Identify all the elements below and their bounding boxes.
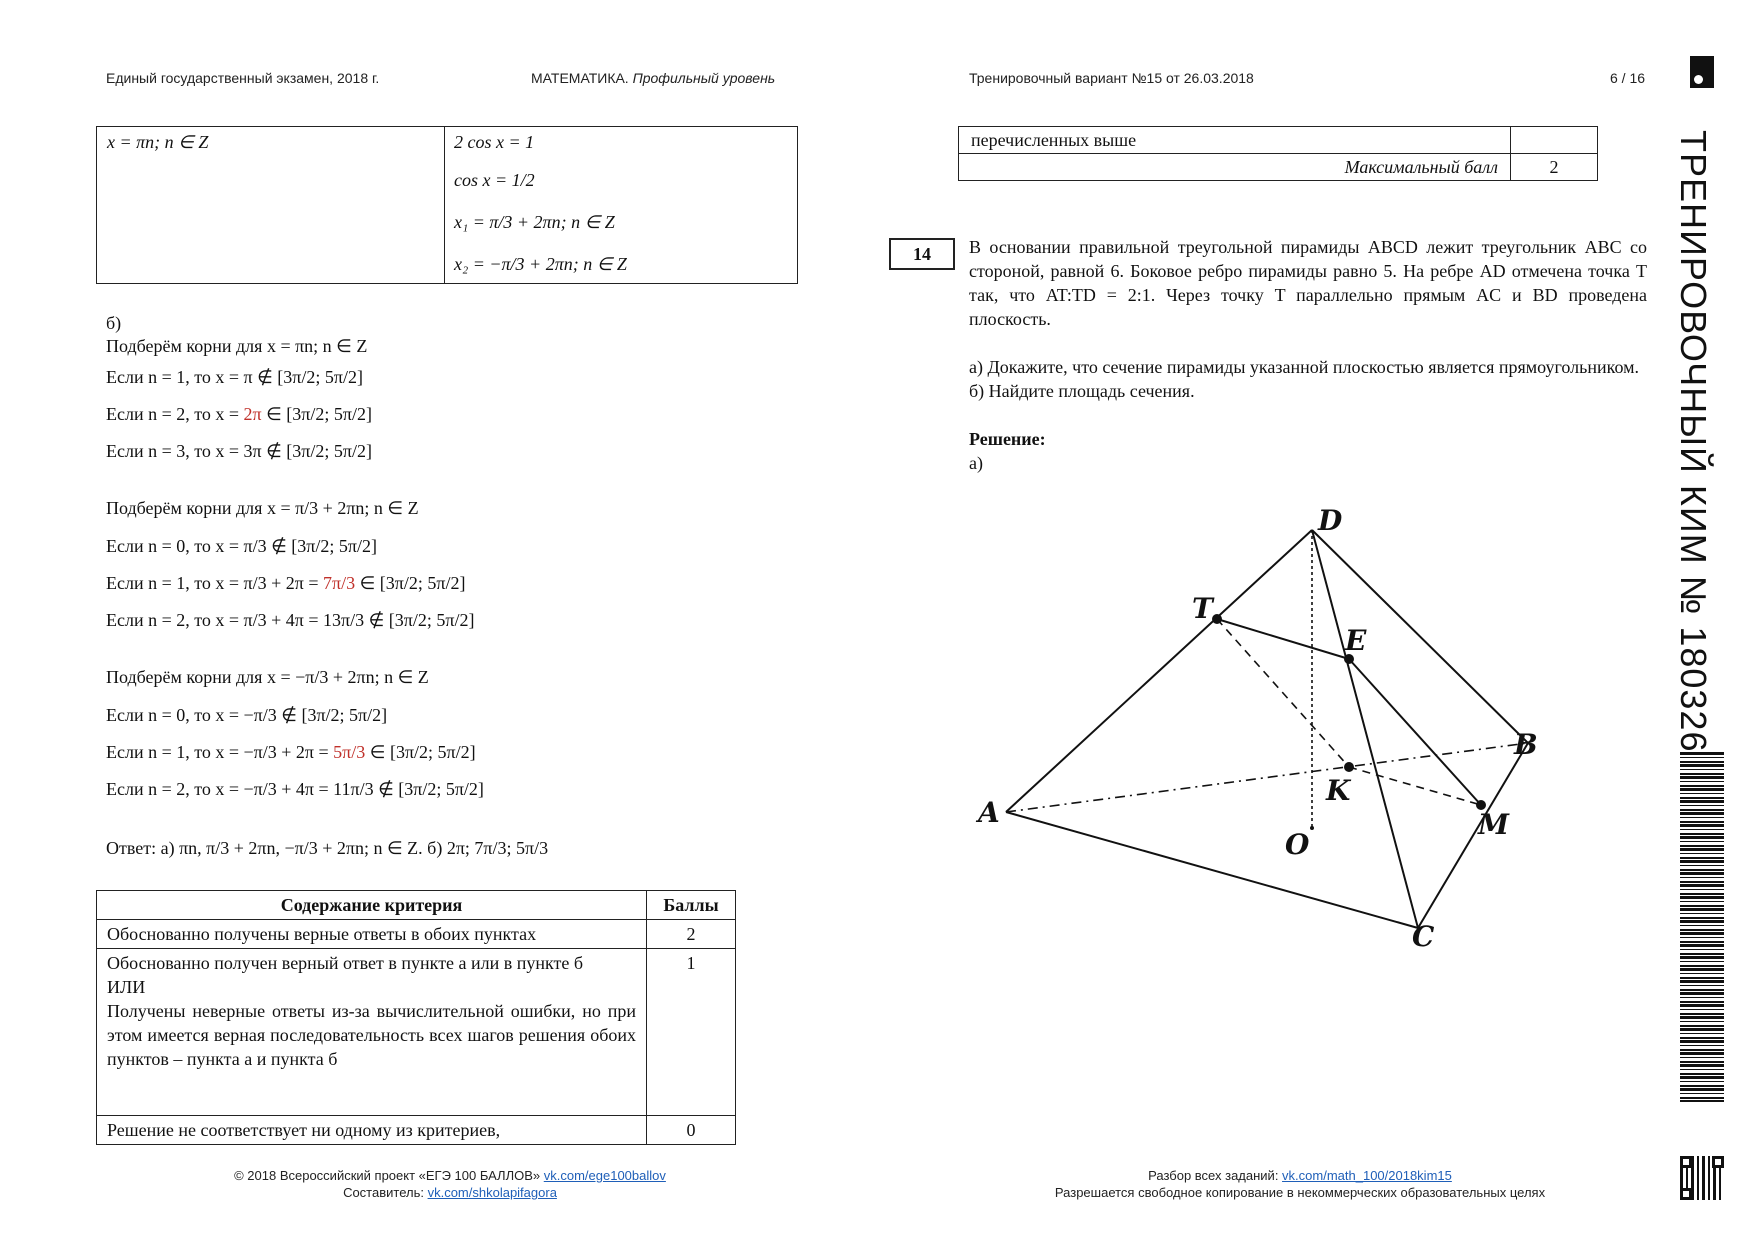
label-K: K [1326, 774, 1351, 807]
criteria-table [96, 890, 736, 1145]
case-c2-post: ∈ [3π/2; 5π/2] [365, 742, 476, 762]
header-subject [531, 70, 775, 86]
task-statement: В основании правильной треугольной пирамиды ABCD лежит треугольник ABC со стороной, равной 6. Боковое ребро пирамиды равно 5. На ребре AD отмечена точка T так, что AT:TD = 2:1. Через точку T параллельно прямым AC и BD проведена плоскость. [969, 237, 1647, 329]
criteria-continuation: перечисленных выше [959, 127, 1511, 154]
case-a1: Если n = 1, то x = π ∉ [3π/2; 5π/2] [106, 367, 363, 387]
point-K [1344, 762, 1354, 772]
solution-heading: Решение: [969, 429, 1046, 449]
pyramid-figure [960, 500, 1580, 960]
case-b2-post: ∈ [3π/2; 5π/2] [355, 573, 466, 593]
header-subject-level: Профильный уровень [632, 70, 776, 86]
label-E: E [1345, 624, 1367, 657]
criteria-continuation-score [1511, 127, 1598, 154]
eq-row-2: cos x = 1/2 [454, 170, 535, 190]
solution-part-a: а) [969, 453, 983, 473]
label-D: D [1318, 504, 1343, 537]
footer-copyright: © 2018 Всероссийский проект «ЕГЭ 100 БАЛЛОВ» [234, 1168, 544, 1183]
selection-heading-2: Подберём корни для x = π/3 + 2πn; n ∈ Z [106, 498, 419, 518]
criteria-score-1: 2 [647, 920, 736, 949]
footer-license: Разрешается свободное копирование в некоммерческих образовательных целях [1054, 1185, 1546, 1200]
criteria-row-2-or: ИЛИ [107, 977, 146, 997]
case-a2-root: 2π [243, 404, 262, 424]
case-b1: Если n = 0, то x = π/3 ∉ [3π/2; 5π/2] [106, 536, 377, 556]
footer-link-project[interactable]: vk.com/ege100ballov [543, 1168, 666, 1183]
equation-table [96, 126, 798, 284]
qr-code-icon [1680, 1156, 1724, 1200]
point-T [1212, 614, 1222, 624]
case-a2 [106, 403, 372, 425]
task-text-block [969, 235, 1647, 475]
footer-author-label: Составитель: [343, 1185, 428, 1200]
edge-DC [1312, 530, 1418, 928]
max-score-table [958, 126, 1598, 181]
header-variant: Тренировочный вариант №15 от 26.03.2018 [969, 70, 1254, 86]
label-C: C [1412, 920, 1435, 953]
eq-row-3: x₁ = π/3 + 2πn; n ∈ Z [454, 212, 615, 232]
hidden-segment-TK [1217, 619, 1349, 767]
case-c2 [106, 741, 476, 763]
case-b2 [106, 572, 465, 594]
selection-heading-3: Подберём корни для x = −π/3 + 2πn; n ∈ Z [106, 667, 429, 687]
eq-row-1: 2 cos x = 1 [454, 132, 535, 152]
edge-AD [1006, 530, 1312, 812]
footer-analysis-label: Разбор всех заданий: [1148, 1168, 1283, 1183]
max-score-value: 2 [1511, 154, 1598, 181]
segment-TE [1217, 619, 1349, 659]
vertical-kim-title: ТРЕНИРОВОЧНЫЙ КИМ № 180326 [1673, 130, 1714, 753]
max-score-label: Максимальный балл [959, 154, 1511, 181]
selection-heading-1: Подберём корни для x = πn; n ∈ Z [106, 336, 368, 356]
criteria-row-2b: Получены неверные ответы из-за вычислительной ошибки, но при этом имеется верная последовательность всех шагов решения обоих пунктов – пункта а и пункта б [107, 1001, 636, 1069]
label-A: A [978, 796, 1000, 829]
footer-link-author[interactable]: vk.com/shkolapifagora [427, 1185, 557, 1200]
label-T: T [1192, 592, 1213, 625]
case-c3: Если n = 2, то x = −π/3 + 4π = 11π/3 ∉ [3π/2; 5π/2] [106, 779, 484, 799]
footer-link-analysis[interactable]: vk.com/math_100/2018kim15 [1282, 1168, 1452, 1183]
case-a2-pre: Если n = 2, то x = [106, 404, 244, 424]
corner-logo-icon [1690, 56, 1714, 88]
case-a2-post: ∈ [3π/2; 5π/2] [261, 404, 372, 424]
criteria-row-2a: Обоснованно получен верный ответ в пункте а или в пункте б [107, 953, 584, 973]
barcode-icon [1680, 752, 1724, 1102]
edge-BC [1418, 743, 1528, 928]
task-question-a: а) Докажите, что сечение пирамиды указанной плоскостью является прямоугольником. [969, 357, 1640, 377]
criteria-header-score: Баллы [647, 891, 736, 920]
criteria-row-2 [97, 949, 647, 1116]
root-series-1: x = πn; n ∈ Z [107, 132, 209, 152]
case-c1: Если n = 0, то x = −π/3 ∉ [3π/2; 5π/2] [106, 705, 388, 725]
task-question-b: б) Найдите площадь сечения. [969, 381, 1195, 401]
case-b3: Если n = 2, то x = π/3 + 4π = 13π/3 ∉ [3π/2; 5π/2] [106, 610, 475, 630]
case-c2-pre: Если n = 1, то x = −π/3 + 2π = [106, 742, 334, 762]
answer-line: Ответ: а) πn, π/3 + 2πn, −π/3 + 2πn; n ∈ Z. б) 2π; 7π/3; 5π/3 [106, 838, 549, 858]
criteria-score-2: 1 [647, 949, 736, 1116]
header-exam-title: Единый государственный экзамен, 2018 г. [106, 70, 380, 86]
footer-left [170, 1167, 730, 1201]
hidden-segment-KM [1349, 767, 1481, 805]
header-subject-plain: МАТЕМАТИКА. [531, 70, 629, 86]
part-b-label: б) [106, 313, 122, 333]
point-O [1310, 826, 1314, 830]
hidden-edge-AB [1006, 743, 1528, 812]
case-a3: Если n = 3, то x = 3π ∉ [3π/2; 5π/2] [106, 441, 372, 461]
case-c2-root: 5π/3 [333, 742, 366, 762]
criteria-row-1: Обоснованно получены верные ответы в обоих пунктах [97, 920, 647, 949]
task-number: 14 [889, 238, 955, 270]
case-b2-root: 7π/3 [323, 573, 356, 593]
label-M: M [1478, 808, 1509, 841]
segment-EM [1349, 659, 1481, 805]
label-B: B [1514, 728, 1538, 761]
footer-right [1000, 1167, 1600, 1201]
criteria-score-3: 0 [647, 1116, 736, 1145]
criteria-header-content: Содержание критерия [97, 891, 647, 920]
eq-row-4: x₂ = −π/3 + 2πn; n ∈ Z [454, 254, 627, 274]
criteria-row-3: Решение не соответствует ни одному из критериев, [97, 1116, 647, 1145]
label-O: O [1285, 828, 1310, 861]
case-b2-pre: Если n = 1, то x = π/3 + 2π = [106, 573, 324, 593]
page-number: 6 / 16 [1610, 70, 1646, 86]
edge-AC [1006, 812, 1418, 928]
